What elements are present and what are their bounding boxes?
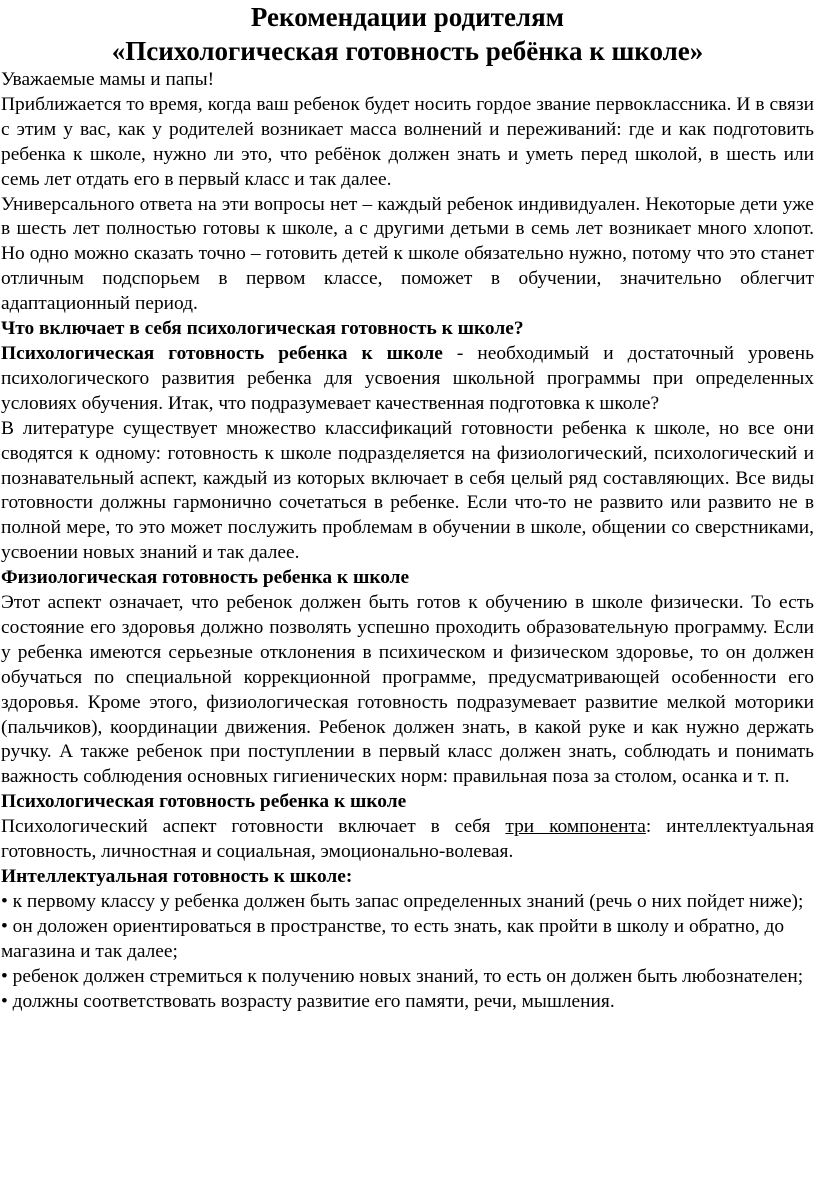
bullet-item: • он доложен ориентироваться в пространстве, то есть знать, как пройти в школу и обратно, до магазина и так далее; xyxy=(1,915,785,962)
bullet-item: • должны соответствовать возрасту развитие его памяти, речи, мышления. xyxy=(1,990,615,1012)
title-line-1: Рекомендации родителям xyxy=(250,2,565,32)
paragraph-physiological: Этот аспект означает, что ребенок должен быть готов к обучению в школе физически. То есть состояние его здоровья должно позволять успешно проходить образовательную программу. Если у ребенка имеются серьезные отклонения в психическом и физическом здоровье, то он должен обучаться по специальной коррекционной программе, предусматривающей особенности его здоровья. Кроме этого, физиологическая готовность подразумевает развитие мелкой моторики (пальчиков), координации движения. Ребенок должен знать, в какой руке и как нужно держать ручку. А также ребенок при поступлении в первый класс должен знать, соблюдать и понимать важность соблюдения основных гигиенических норм: правильная поза за столом, осанка и т. п. xyxy=(1,592,814,788)
paragraph-psychological xyxy=(1,815,814,865)
heading-physiological: Физиологическая готовность ребенка к школе xyxy=(1,567,410,589)
definition-term: Психологическая готовность ребенка к школе xyxy=(1,342,443,364)
title-line-2: «Психологическая готовность ребёнка к школе» xyxy=(111,36,704,66)
psych-text-start: Психологический аспект готовности включает в себя xyxy=(1,816,506,838)
heading-what-includes: Что включает в себя психологическая готовность к школе? xyxy=(1,318,524,340)
psych-text-end: : интеллектуальная готовность, личностная и социальная, эмоционально-волевая. xyxy=(1,816,814,863)
paragraph-intro: Приближается то время, когда ваш ребенок будет носить гордое звание первоклассника. И в связи с этим у вас, как у родителей возникает масса волнений и переживаний: где и как подготовить ребенка к школе, нужно ли это, что ребёнок должен знать и уметь перед школой, в шесть или семь лет отдать его в первый класс и так далее. xyxy=(1,93,814,190)
definition-text: - необходимый и достаточный уровень психологического развития ребенка для усвоения школьной программы при определенных условиях обучения. Итак, что подразумевает качественная подготовка к школе? xyxy=(1,342,814,414)
paragraph-definition xyxy=(1,342,814,417)
psych-three-components: три компонента xyxy=(505,816,646,838)
paragraph-no-universal-answer: Универсального ответа на эти вопросы нет – каждый ребенок индивидуален. Некоторые дети уже в шесть лет полностью готовы к школе, а с другими детьми в семь лет возникает много хлопот. Но одно можно сказать точно – готовить детей к школе обязательно нужно, потому что это станет отличным подспорьем в первом классе, поможет в обучении, значительно облегчит адаптационный период. xyxy=(1,193,814,315)
bullet-item: • к первому классу у ребенка должен быть запас определенных знаний (речь о них пойдет ниже); xyxy=(1,890,804,912)
bullet-item: • ребенок должен стремиться к получению новых знаний, то есть он должен быть любознателен; xyxy=(1,965,804,987)
heading-psychological: Психологическая готовность ребенка к школе xyxy=(1,791,407,813)
heading-intellectual: Интеллектуальная готовность к школе: xyxy=(1,866,353,887)
greeting: Уважаемые мамы и папы! xyxy=(1,69,215,90)
paragraph-classifications: В литературе существует множество классификаций готовности ребенка к школе, но все они сводятся к одному: готовность к школе подразделяется на физиологический, психологический и познавательный аспект, каждый из которых включает в себя целый ряд составляющих. Все виды готовности должны гармонично сочетаться в ребенке. Если что-то не развито или развито не в полной мере, то это может послужить проблемам в обучении в школе, общении со сверстниками, усвоении новых знаний и так далее. xyxy=(1,417,814,564)
